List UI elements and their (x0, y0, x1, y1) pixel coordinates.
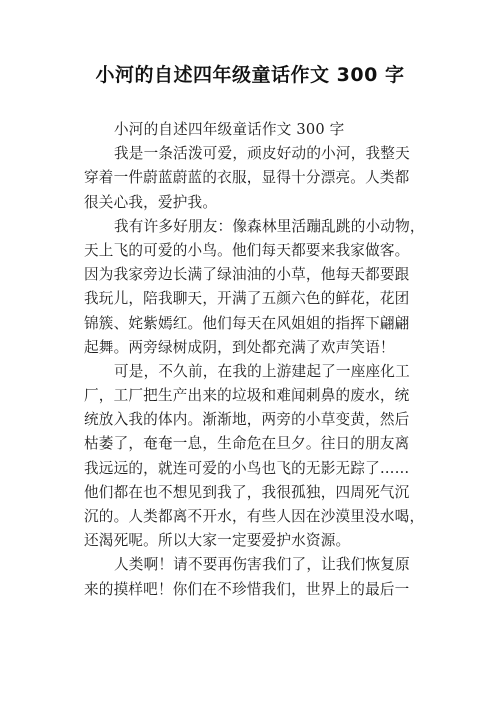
body-line: 人类啊！请不要再伤害我们了，让我们恢复原 (114, 556, 410, 574)
document-title: 小河的自述四年级童话作文 300 字 (95, 64, 405, 86)
body-line: 我玩儿，陪我聊天，开满了五颜六色的鲜花，花团 (84, 290, 410, 308)
body-line: 还渴死呢。所以大家一定要爱护水资源。 (84, 532, 351, 550)
body-line: 因为我家旁边长满了绿油油的小草，他每天都要跟 (84, 266, 410, 284)
body-line: 穿着一件蔚蓝蔚蓝的衣服，显得十分漂亮。人类都 (84, 169, 410, 187)
body-line: 统放入我的体内。渐渐地，两旁的小草变黄，然后 (84, 411, 410, 429)
body-line: 我远远的，就连可爱的小鸟也飞的无影无踪了…… (84, 459, 410, 477)
body-line: 沉的。人类都离不开水，有些人因在沙漠里没水喝， (84, 508, 425, 525)
body-line: 我是一条活泼可爱，顽皮好动的小河，我整天 (114, 145, 410, 163)
body-line: 他们都在也不想见到我了，我很孤独，四周死气沉 (84, 483, 410, 501)
body-line: 厂，工厂把生产出来的垃圾和难闻刺鼻的废水，统 (84, 387, 410, 405)
document-body (84, 118, 425, 602)
body-line: 我有许多好朋友：像森林里活蹦乱跳的小动物， (114, 217, 425, 235)
body-line: 来的摸样吧！你们在不珍惜我们，世界上的最后一 (84, 580, 410, 598)
body-line: 小河的自述四年级童话作文 300 字 (114, 121, 345, 138)
body-line: 很关心我，爱护我。 (84, 193, 218, 211)
body-line: 天上飞的可爱的小鸟。他们每天都要来我家做客。 (84, 241, 410, 259)
body-line: 起舞。两旁绿树成阴，到处都充满了欢声笑语！ (84, 338, 395, 356)
body-line: 锦簇、姹紫嫣红。他们每天在风姐姐的指挥下翩翩 (84, 314, 410, 332)
body-line: 枯萎了，奄奄一息，生命危在旦夕。往日的朋友离 (84, 435, 410, 453)
body-line: 可是，不久前，在我的上游建起了一座座化工 (114, 362, 410, 380)
